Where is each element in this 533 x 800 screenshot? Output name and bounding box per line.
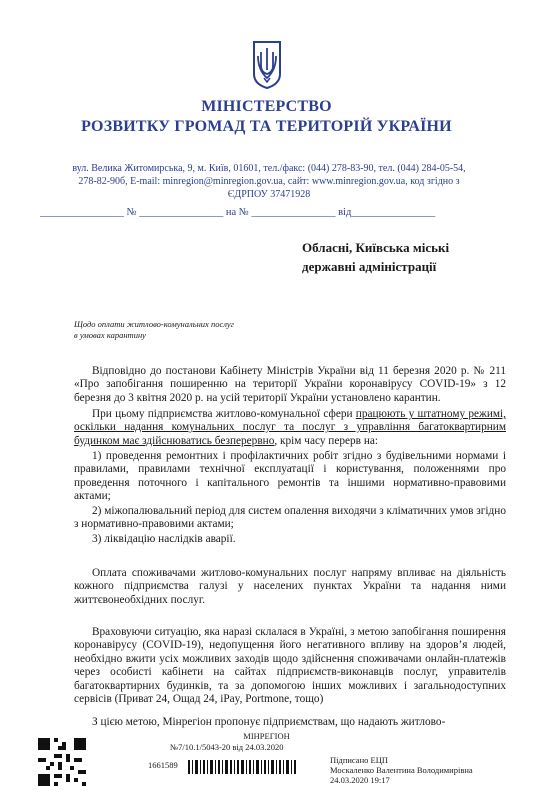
address-line2: 278-82-90б, E-mail: minregion@minregion.gov.ua, сайт: www.minregion.gov.ua, код згідно з [78, 176, 460, 187]
address-line1: вул. Велика Житомирська, 9, м. Київ, 01601, тел./факс: (044) 278-83-90, тел. (044) 284-05-54, [72, 163, 466, 174]
coat-of-arms-icon [252, 40, 282, 90]
paragraph-2-underlined: працюють у штатному режимі, оскільки надання комунальних послуг та послуг з управління багатоквартирним будинком має здійснюватись безперервно [74, 408, 506, 447]
recipient-line1: Обласні, Київська міські [302, 240, 450, 255]
paragraph-3: Оплата споживачами житлово-комунальних послуг напряму впливає на діяльність кожного підприємства галузі у населених пунктах України та надання ними життєвонеобхідних послуг. [74, 567, 506, 606]
footer-signer: Москаленко Валентина Володимирівна [330, 765, 473, 775]
recipient-line2: державні адміністрації [302, 259, 437, 274]
reference-line: ________________ № ________________ на № ________________ від________________ [40, 207, 436, 218]
footer-code: 1661589 [148, 760, 178, 770]
recipient [302, 238, 522, 276]
ministry-title-line2: РОЗВИТКУ ГРОМАД ТА ТЕРИТОРІЙ УКРАЇНИ [81, 118, 452, 135]
address-line3: ЄДРПОУ 37471928 [227, 189, 311, 200]
footer-signed-date: 24.03.2020 19:17 [330, 775, 390, 785]
subject-line2: в умовах карантину [74, 330, 146, 340]
footer-signed: Підписано ЕЦП [330, 755, 388, 765]
footer-reg-number: №7/10.1/5043-20 від 24.03.2020 [170, 742, 284, 752]
list-item-3: 3) ліквідацію наслідків аварії. [92, 533, 236, 545]
barcode-icon [188, 760, 298, 774]
paragraph-1: Відповідно до постанови Кабінету Міністрів України від 11 березня 2020 р. № 211 «Про запобігання поширенню на території України коронавірусу COVID-19» з 12 березня до 3 квітня 2020 р. на усій території України установлено карантин. [74, 365, 506, 404]
paragraph-4: Враховуючи ситуацію, яка наразі склалася в Україні, з метою запобігання поширення коронавірусу (COVID-19), недопущення його негативного впливу на здоров’я людей, необхідно вжити усіх можливих заходів щодо здійснення споживачами онлайн-платежів через особисті кабінети на сайтах підприємств-виконавців послуг, управителів багатоквартирних будинків, та за допомогою інших можливих і загальнодоступних сервісів (Приват 24, Ощад 24, iPay, Portmone, тощо) [74, 626, 506, 706]
qr-code-icon [38, 738, 86, 786]
list-item-1: 1) проведення ремонтних і профілактичних робіт згідно з будівельними нормами і правилами, правилами технічної експлуатації і користування, положеннями про проведення поточного і капітального ремонтів та іншими нормативно-правовими актами; [74, 450, 506, 503]
ministry-title-line1: МІНІСТЕРСТВО [201, 98, 332, 115]
paragraph-2 [74, 408, 506, 448]
paragraph-2-start: При цьому підприємства житлово-комунальної сфери [92, 408, 356, 420]
subject [74, 319, 294, 341]
list-item-2: 2) міжопалювальний період для систем опалення виходячи з кліматичних умов згідно з нормативно-правовими актами; [74, 505, 506, 531]
paragraph-2-end: , крім часу перерв на: [274, 434, 379, 447]
subject-line1: Щодо оплати житлово-комунальних послуг [74, 319, 234, 329]
footer-org: МІНРЕГІОН [243, 731, 290, 741]
paragraph-5: З цією метою, Мінрегіон пропонує підприємствам, що надають житлово- [92, 716, 446, 728]
